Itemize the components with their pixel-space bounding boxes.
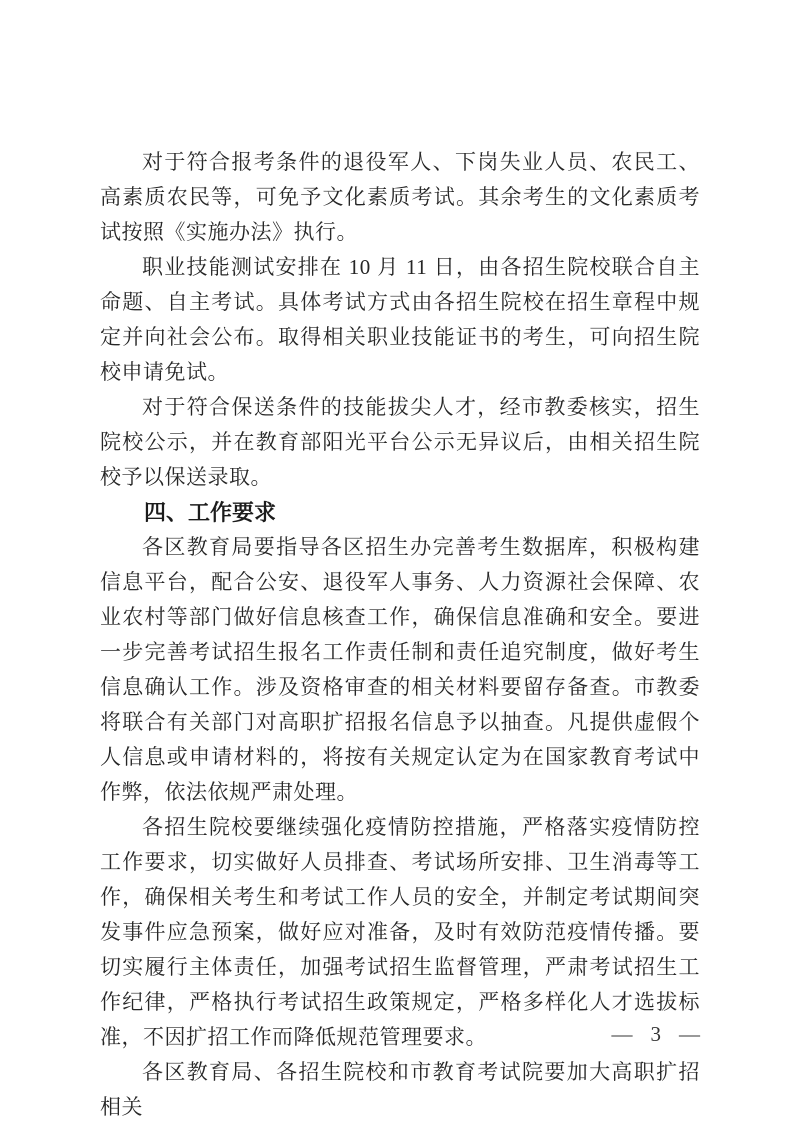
page-number-right-dash: — bbox=[679, 1022, 700, 1046]
document-body bbox=[100, 145, 700, 1125]
page-number-left-dash: — bbox=[611, 1022, 633, 1046]
paragraph-publicity-continuation: 各区教育局、各招生院校和市教育考试院要加大高职扩招相关 bbox=[100, 1060, 700, 1119]
paragraph-exemption-policy: 对于符合报考条件的退役军人、下岗失业人员、农民工、高素质农民等，可免予文化素质考试。其余考生的文化素质考试按照《实施办法》执行。 bbox=[100, 150, 700, 244]
paragraph-data-verification: 各区教育局要指导各区招生办完善考生数据库，积极构建信息平台，配合公安、退役军人事务、人力资源社会保障、农业农村等部门做好信息核查工作，确保信息准确和安全。要进一步完善考试招生报名工作责任制和责任追究制度，做好考生信息确认工作。涉及资格审查的相关材料要留存备查。市教委将联合有关部门对高职扩招报名信息予以抽查。凡提供虚假个人信息或申请材料的，将按有关规定认定为在国家教育考试中作弊，依法依规严肃处理。 bbox=[100, 535, 700, 804]
paragraph-recommended-admission: 对于符合保送条件的技能拔尖人才，经市教委核实，招生院校公示，并在教育部阳光平台公示无异议后，由相关招生院校予以保送录取。 bbox=[100, 395, 700, 489]
section-heading-work-requirements: 四、工作要求 bbox=[144, 500, 277, 525]
paragraph-epidemic-prevention: 各招生院校要继续强化疫情防控措施，严格落实疫情防控工作要求，切实做好人员排查、考试场所安排、卫生消毒等工作，确保相关考生和考试工作人员的安全，并制定考试期间突发事件应急预案，做好应对准备，及时有效防范疫情传播。要切实履行主体责任，加强考试招生监督管理，严肃考试招生工作纪律，严格执行考试招生政策规定，严格多样化人才选拔标准，不因扩招工作而降低规范管理要求。 bbox=[100, 815, 700, 1049]
paragraph-skill-test-schedule: 职业技能测试安排在 10 月 11 日，由各招生院校联合自主命题、自主考试。具体考试方式由各招生院校在招生章程中规定并向社会公布。取得相关职业技能证书的考生，可向招生院校申请免试。 bbox=[100, 255, 700, 384]
page-number: 3 bbox=[650, 1022, 661, 1046]
page-footer bbox=[612, 1020, 701, 1048]
